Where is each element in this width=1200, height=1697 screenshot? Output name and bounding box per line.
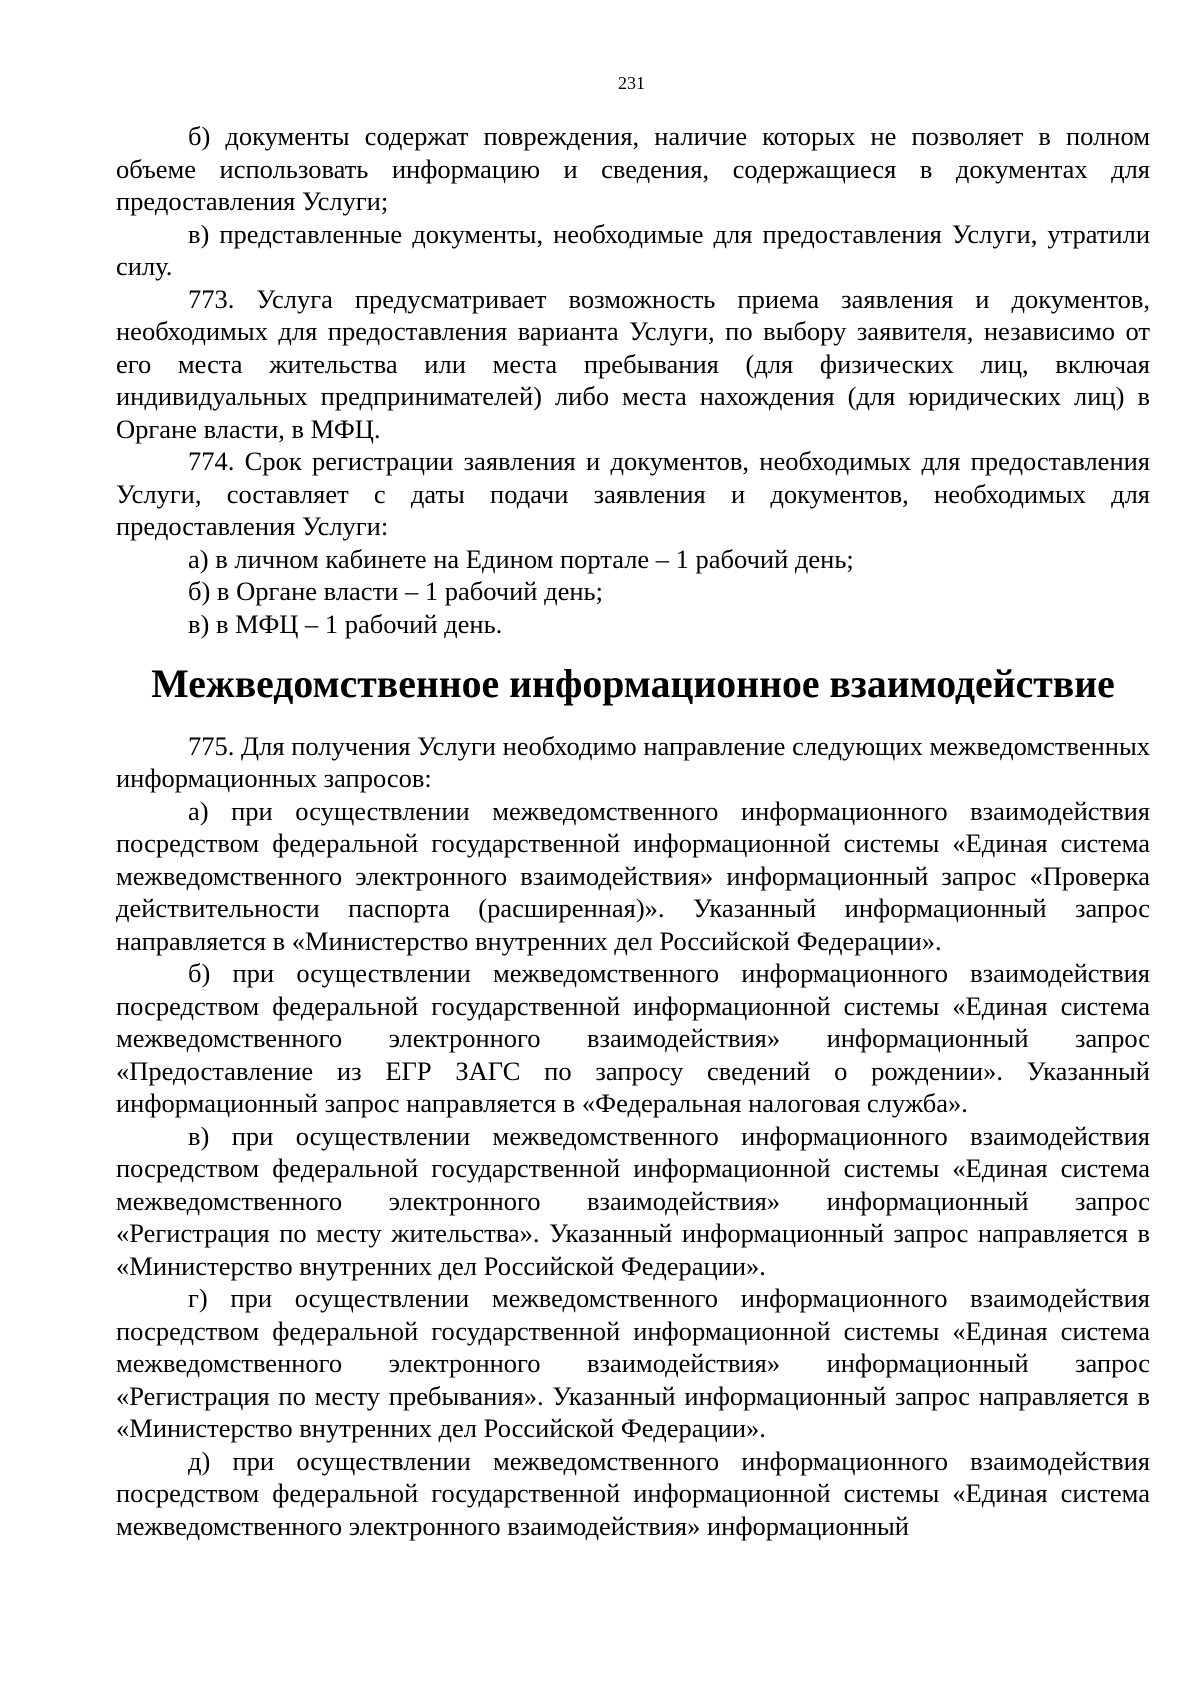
paragraph-v-expired-documents: в) представленные документы, необходимые для предоставления Услуги, утратили силу.: [116, 218, 1150, 281]
paragraph-775: 775. Для получения Услуги необходимо направление следующих межведомственных информационных запросов:: [116, 730, 1150, 793]
paragraph-b-damaged-documents: б) документы содержат повреждения, наличие которых не позволяет в полном объеме использовать информацию и сведения, содержащиеся в документах для предоставления Услуги;: [116, 121, 1150, 216]
request-item-a: а) при осуществлении межведомственного информационного взаимодействия посредством федеральной государственной информационной системы «Единая система межведомственного электронного взаимодействия» информационный запрос «Проверка действительности паспорта (расширенная)». Указанный информационный запрос направляется в «Министерство внутренних дел Российской Федерации».: [116, 795, 1150, 956]
list-item-v-mfc: в) в МФЦ – 1 рабочий день.: [188, 608, 503, 639]
paragraph-773: 773. Услуга предусматривает возможность приема заявления и документов, необходимых для предоставления варианта Услуги, по выбору заявителя, независимо от его места жительства или места пребывания (для физических лиц, включая индивидуальных предпринимателей) либо места нахождения (для юридических лиц) в Органе власти, в МФЦ.: [116, 283, 1150, 444]
request-item-d: д) при осуществлении межведомственного информационного взаимодействия посредством федеральной государственной информационной системы «Единая система межведомственного электронного взаимодействия» информационный: [116, 1445, 1150, 1541]
document-body: [116, 120, 1150, 1542]
request-item-b: б) при осуществлении межведомственного информационного взаимодействия посредством федеральной государственной информационной системы «Единая система межведомственного электронного взаимодействия» информационный запрос «Предоставление из ЕГР ЗАГС по запросу сведений о рождении». Указанный информационный запрос направляется в «Федеральная налоговая служба».: [116, 958, 1150, 1118]
paragraph-774: 774. Срок регистрации заявления и документов, необходимых для предоставления Услуги, составляет с даты подачи заявления и документов, необходимых для предоставления Услуги:: [116, 446, 1150, 541]
page-number: 231: [618, 73, 645, 93]
section-heading: Межведомственное информационное взаимодействие: [151, 662, 1115, 706]
list-item-a-portal: а) в личном кабинете на Едином портале – 1 рабочий день;: [188, 543, 854, 574]
list-item-b-authority: б) в Органе власти – 1 рабочий день;: [188, 576, 603, 606]
request-item-v: в) при осуществлении межведомственного информационного взаимодействия посредством федеральной государственной информационной системы «Единая система межведомственного электронного взаимодействия» информационный запрос «Регистрация по месту жительства». Указанный информационный запрос направляется в «Министерство внутренних дел Российской Федерации».: [116, 1120, 1150, 1281]
request-item-g: г) при осуществлении межведомственного информационного взаимодействия посредством федеральной государственной информационной системы «Единая система межведомственного электронного взаимодействия» информационный запрос «Регистрация по месту пребывания». Указанный информационный запрос направляется в «Министерство внутренних дел Российской Федерации».: [116, 1283, 1150, 1443]
